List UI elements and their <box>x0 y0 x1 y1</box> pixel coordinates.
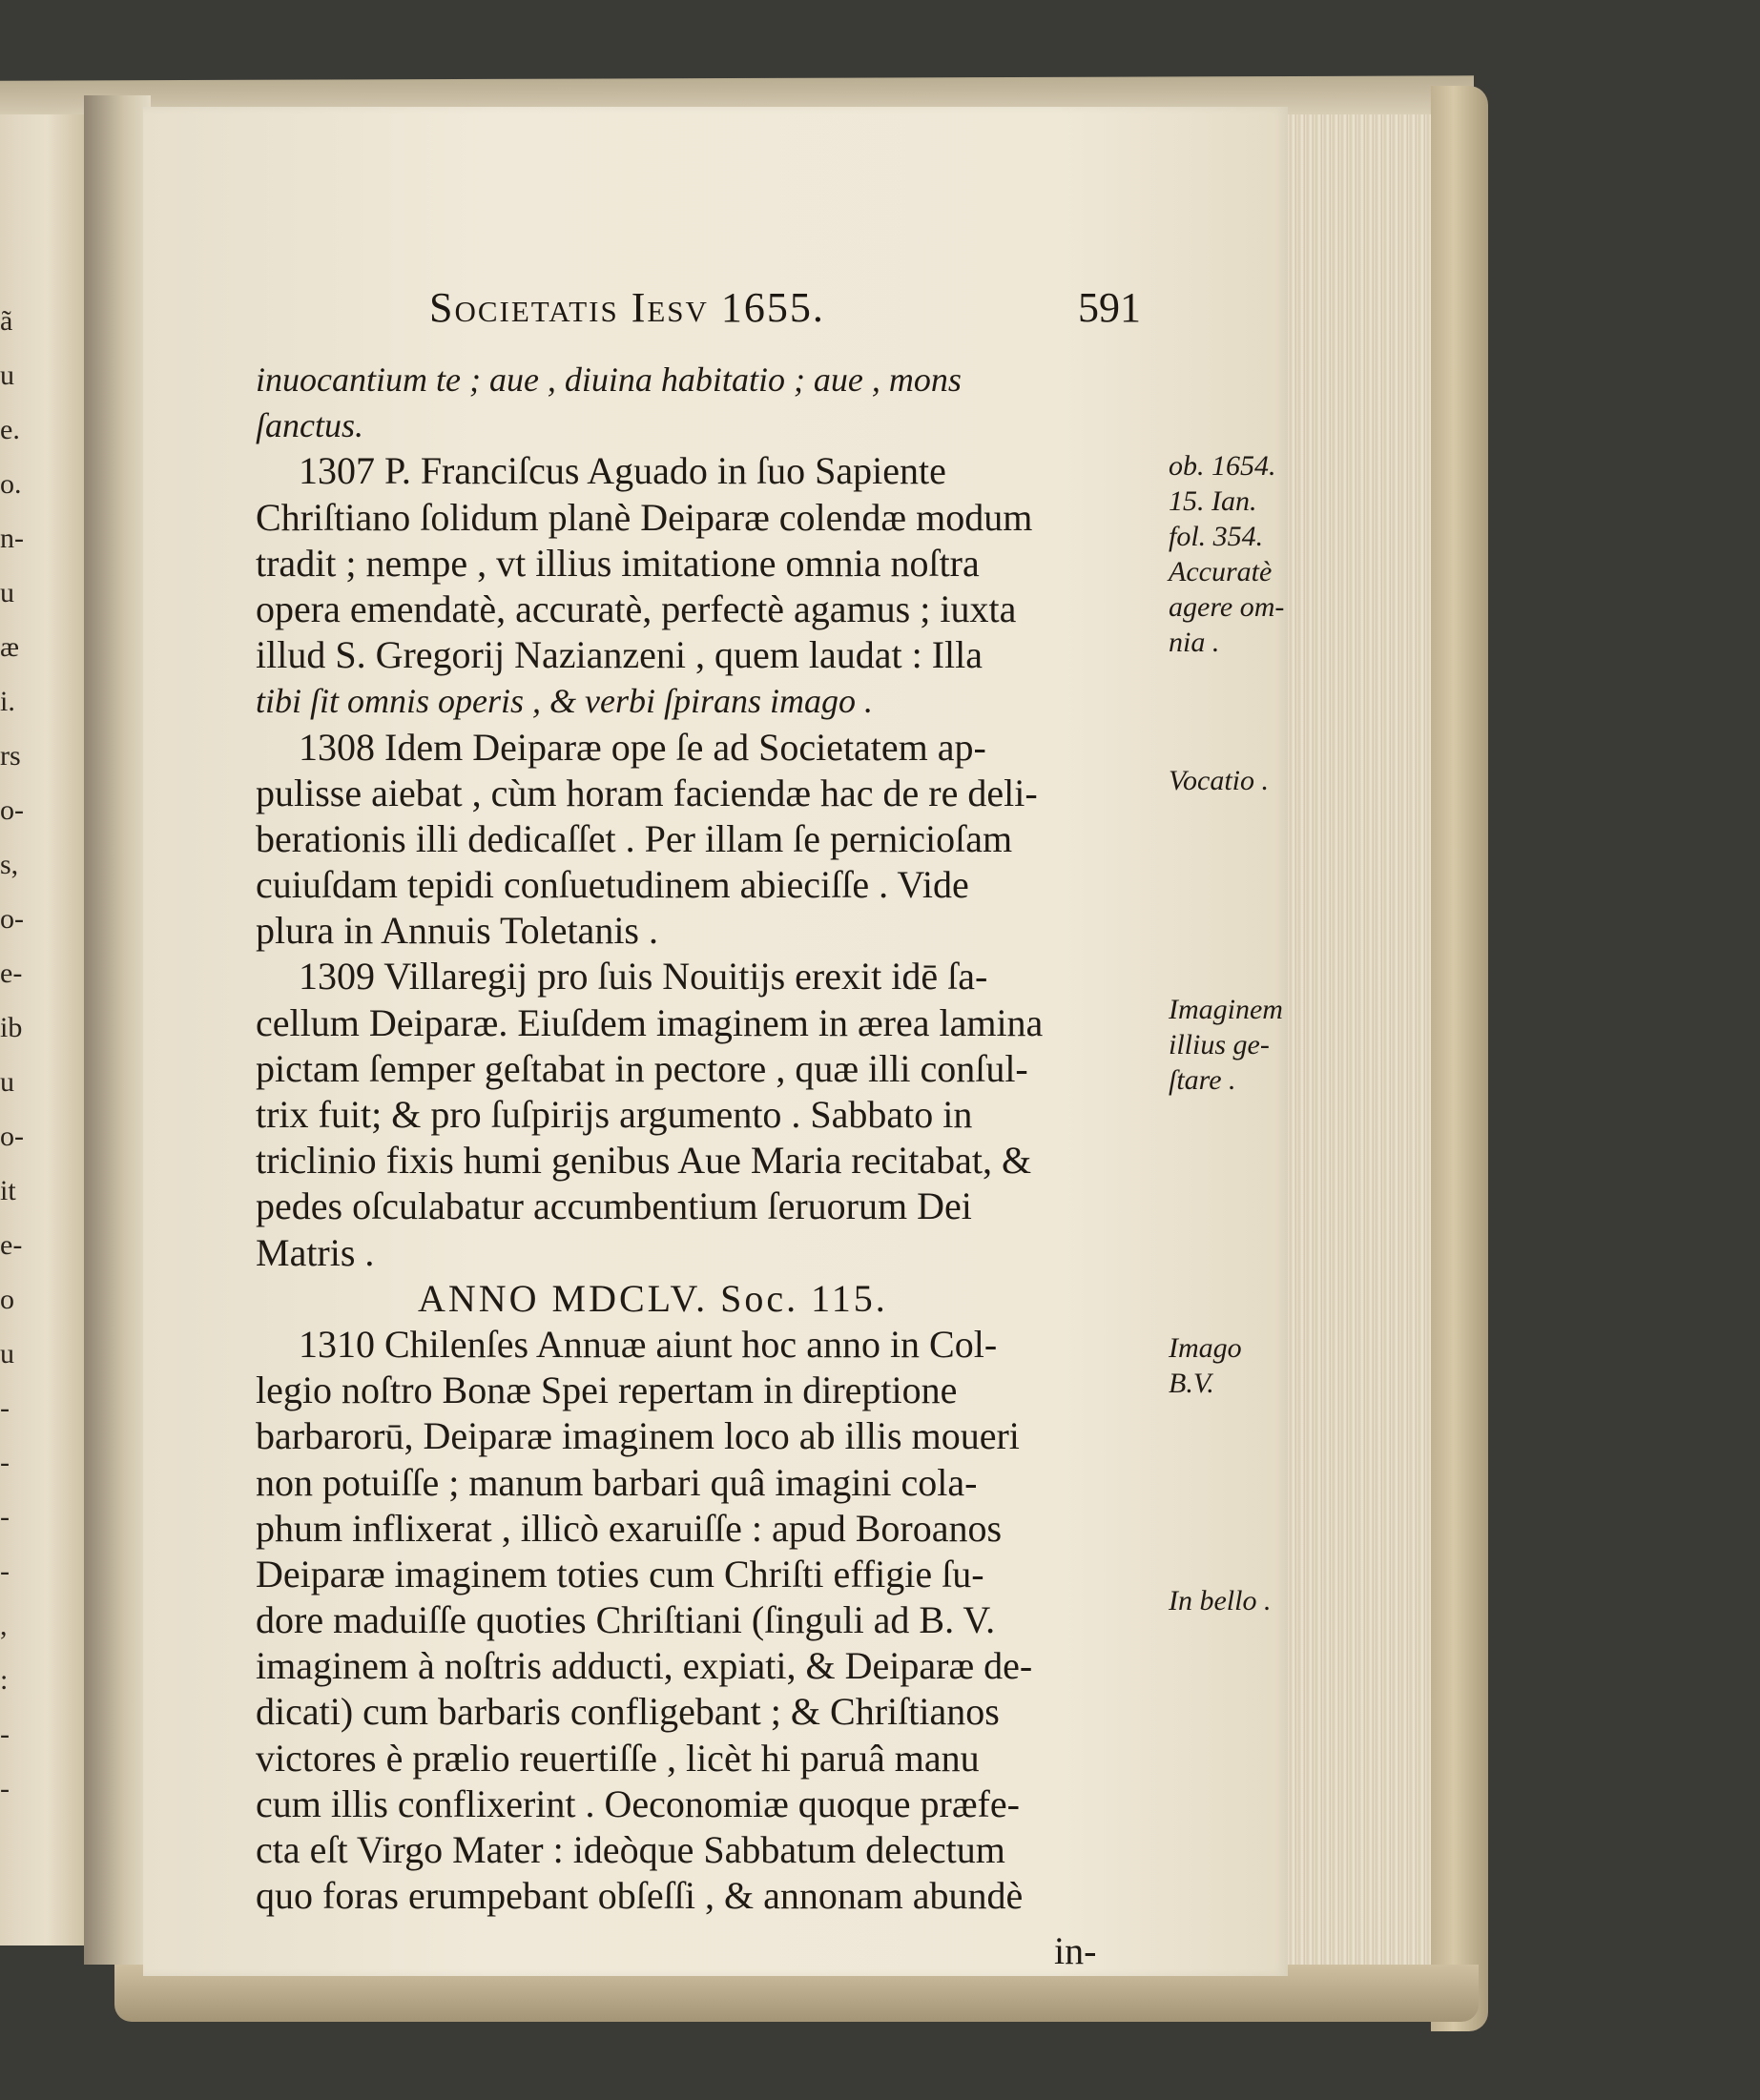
margin-note: 15. Ian. <box>1169 485 1257 517</box>
margin-note: Vocatio . <box>1169 765 1269 796</box>
previous-page-fragment: e. <box>0 414 20 445</box>
margin-note: In bello . <box>1169 1585 1272 1616</box>
previous-page-fragment: - <box>0 1555 10 1587</box>
previous-page-fragment: o- <box>0 794 24 826</box>
previous-page-fragment: n- <box>0 523 24 554</box>
text-line: ſanctus. <box>256 406 363 445</box>
text-line: victores è prælio reuertiſſe , licèt hi paruâ manu <box>256 1736 980 1780</box>
text-line: cta eſt Virgo Mater : ideòque Sabbatum delectum <box>256 1828 1005 1871</box>
margin-note: fol. 354. <box>1169 521 1264 552</box>
text-line: tradit ; nempe , vt illius imitatione omnia noſtra <box>256 541 980 585</box>
previous-page-fragment: ã <box>0 305 13 337</box>
previous-page-fragment: - <box>0 1392 10 1424</box>
running-head-text: Societatis Iesv 1655. <box>429 284 825 331</box>
previous-page-fragment: o- <box>0 1121 24 1152</box>
previous-page-fragment: s, <box>0 849 19 880</box>
text-line: 1309 Villaregij pro ſuis Nouitijs erexit idē ſa- <box>299 955 988 999</box>
margin-note: illius ge- <box>1169 1029 1270 1060</box>
previous-page-edge <box>0 114 87 1946</box>
text-line: trix fuit; & pro ſuſpirijs argumento . Sabbato in <box>256 1093 973 1136</box>
margin-note: ob. 1654. <box>1169 450 1276 482</box>
previous-page-fragment: e- <box>0 957 23 989</box>
text-line: pulisse aiebat , cùm horam faciendæ hac de re deli- <box>256 771 1038 814</box>
text-line: pedes oſculabatur accumbentium ſeruorum Dei <box>256 1184 972 1228</box>
text-line: Chriſtiano ſolidum planè Deiparæ colendæ modum <box>256 495 1033 539</box>
previous-page-fragment: it <box>0 1175 16 1206</box>
previous-page-fragment: - <box>0 1773 10 1804</box>
text-line: legio noſtro Bonæ Spei repertam in direptione <box>256 1369 958 1412</box>
page-block-edge <box>1269 114 1442 1984</box>
text-line: inuocantium te ; aue , diuina habitatio ; aue , mons <box>256 360 962 399</box>
text-line: plura in Annuis Toletanis . <box>256 909 658 953</box>
text-line: opera emendatè, accuratè, perfectè agamus ; iuxta <box>256 587 1017 630</box>
book-page <box>143 107 1288 1976</box>
book-gutter <box>84 95 151 1965</box>
margin-note: nia . <box>1169 627 1220 658</box>
running-head <box>429 283 825 332</box>
text-line: cum illis conflixerint . Oeconomiæ quoque præfe- <box>256 1781 1020 1825</box>
previous-page-fragment: u <box>0 1066 14 1098</box>
catchword: in- <box>1054 1929 1097 1972</box>
text-line: imaginem à noſtris adducti, expiati, & Deiparæ de- <box>256 1644 1033 1688</box>
book-cover-edge <box>1431 86 1488 2031</box>
text-line: Deiparæ imaginem toties cum Chriſti effigie ſu- <box>256 1552 984 1596</box>
text-line: 1308 Idem Deiparæ ope ſe ad Societatem ap- <box>299 725 986 769</box>
margin-note: agere om- <box>1169 591 1285 623</box>
text-line: quo foras erumpebant obſeſſi , & annonam abundè <box>256 1874 1024 1918</box>
text-line: berationis illi dedicaſſet . Per illam ſe pernicioſam <box>256 816 1013 860</box>
text-line: barbarorū, Deiparæ imaginem loco ab illis moueri <box>256 1414 1020 1458</box>
margin-note: Imago <box>1169 1332 1242 1364</box>
previous-page-fragment: ib <box>0 1012 23 1043</box>
text-line: pictam ſemper geſtabat in pectore , quæ illi conſul- <box>256 1046 1028 1090</box>
text-line: 1310 Chilenſes Annuæ aiunt hoc anno in Col- <box>299 1322 998 1366</box>
previous-page-fragment: o- <box>0 903 24 935</box>
margin-note: Accuratè <box>1169 556 1273 587</box>
previous-page-fragment: u <box>0 1338 14 1369</box>
previous-page-fragment: e- <box>0 1229 23 1261</box>
previous-page-fragment: - <box>0 1501 10 1533</box>
text-line: 1307 P. Franciſcus Aguado in ſuo Sapiente <box>299 449 946 493</box>
previous-page-fragment: u <box>0 577 14 608</box>
section-heading: ANNO MDCLV. Soc. 115. <box>418 1276 888 1320</box>
text-line: cellum Deiparæ. Eiuſdem imaginem in ærea lamina <box>256 1000 1044 1044</box>
previous-page-fragment: - <box>0 1719 10 1750</box>
previous-page-fragment: i. <box>0 686 15 717</box>
previous-page-fragment: u <box>0 360 14 391</box>
previous-page-fragment: rs <box>0 740 21 772</box>
previous-page-fragment: : <box>0 1664 9 1696</box>
margin-note: B.V. <box>1169 1368 1214 1399</box>
main-text <box>256 357 1171 1919</box>
previous-page-fragment: - <box>0 1447 10 1478</box>
text-line: dore maduiſſe quoties Chriſtiani (ſinguli ad B. V. <box>256 1598 996 1642</box>
text-line: Matris . <box>256 1230 375 1274</box>
previous-page-fragment: o. <box>0 468 22 500</box>
text-line: cuiuſdam tepidi conſuetudinem abieciſſe . Vide <box>256 863 969 907</box>
margin-note: ſtare . <box>1169 1064 1236 1096</box>
text-line: tibi ſit omnis operis , & verbi ſpirans imago . <box>256 682 874 721</box>
margin-note: Imaginem <box>1169 994 1283 1025</box>
previous-page-fragment: , <box>0 1610 8 1641</box>
text-line: illud S. Gregorij Nazianzeni , quem laudat : Illa <box>256 633 983 677</box>
text-line: triclinio fixis humi genibus Aue Maria recitabat, & <box>256 1139 1032 1183</box>
previous-page-fragment: o <box>0 1284 14 1315</box>
text-line: non potuiſſe ; manum barbari quâ imagini cola- <box>256 1460 978 1504</box>
page-number: 591 <box>1078 284 1141 331</box>
previous-page-fragment: æ <box>0 631 20 663</box>
text-line: phum inflixerat , illicò exaruiſſe : apud Boroanos <box>256 1506 1003 1550</box>
text-line: dicati) cum barbaris confligebant ; & Chriſtianos <box>256 1690 1000 1734</box>
